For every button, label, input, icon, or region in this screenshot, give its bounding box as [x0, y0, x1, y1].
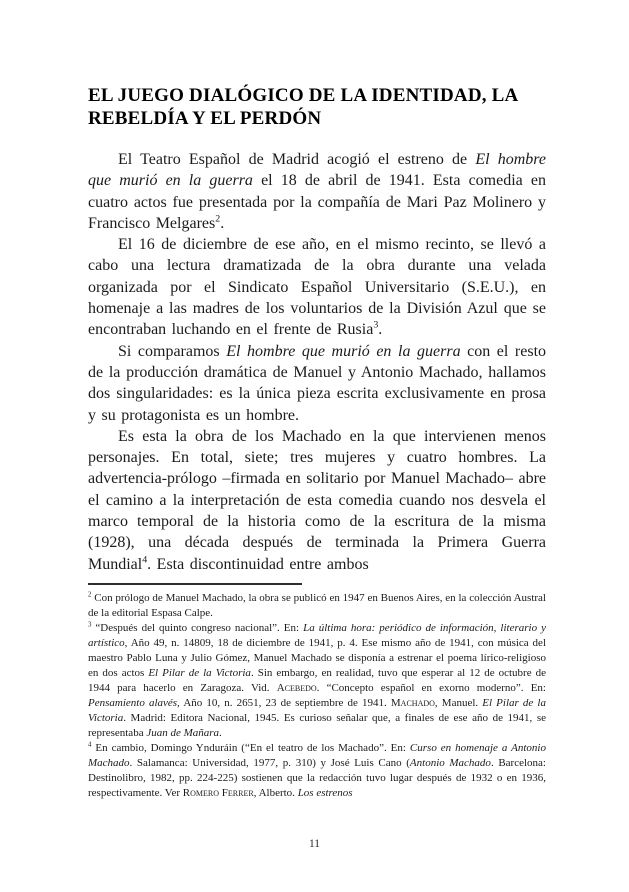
text-segment: con el resto de la producción dramática de Manuel y Antonio Machado, hallamos dos singularidades: es la única pieza escrita exclusivamente en prosa y su protagonista es un hombre.: [88, 342, 547, 424]
text-segment: . Madrid: Editora Nacional, 1945. Es curioso señalar que, a finales de ese año de 1941, se representaba: [88, 711, 546, 739]
text-segment: 3: [373, 320, 379, 332]
text-segment: Es esta la obra de los Machado en la que intervienen menos personajes. En total, siete; tres mujeres y cuatro hombres. La advertencia-prólogo –firmada en solitario por Manuel Machado– abre el camino a la interpretación de esta comedia cuando nos desvela el marco temporal de la historia como de la escritura de la misma (1928), una década después de terminada la Primera Guerra Mundial: [88, 427, 546, 573]
text-segment: El Pilar de la Victoria: [148, 666, 251, 679]
text-segment: El hombre que murió en la guerra: [88, 151, 547, 190]
text-segment: “Después del quinto congreso nacional”. En:: [91, 621, 304, 634]
text-segment: Juan de Mañara: [146, 726, 220, 739]
text-segment: . Sin embargo, en realidad, tuvo que esperar al 12 de octubre de 1944 para hacerlo en Zaragoza. Vid.: [88, 666, 546, 694]
footnote-separator: [88, 583, 302, 585]
text-segment: .: [378, 321, 383, 339]
text-segment: La última hora: periódico de información, literario y artístico: [88, 621, 546, 649]
text-segment: El Teatro Español de Madrid acogió el estreno de: [118, 151, 476, 168]
text-segment: el 18 de abril de 1941. Esta comedia en cuatro actos fue presentada por la compañía de Mari Paz Molinero y Francisco Melgares: [88, 172, 546, 232]
text-segment: .: [220, 214, 225, 232]
text-segment: 4: [142, 554, 148, 566]
text-segment: 2: [88, 591, 92, 599]
text-segment: , Año 49, n. 14809, 18 de diciembre de 1941, p. 4. Ese mismo año de 1941, con música del maestro Pablo Luna y Julio Gómez, Manuel Machado se disponía a estrenar el poema lírico-religioso en dos actos: [88, 636, 546, 679]
text-block: [88, 84, 546, 801]
text-segment: . Salamanca: Universidad, 1977, p. 310) y José Luis Cano (: [129, 756, 410, 769]
text-segment: Si comparamos: [118, 342, 227, 360]
text-segment: El 16 de diciembre de ese año, en el mismo recinto, se llevó a cabo una lectura dramatizada de la obra durante una velada organizada por el Sindicato Español Universitario (S.E.U.), en homenaje a las madres de los voluntarios de la División Azul que se encontraban luchando en el frente de Rusia: [88, 236, 546, 339]
body-text: [88, 149, 546, 575]
page-title: [88, 84, 546, 130]
paragraph-2: [88, 234, 546, 340]
text-segment: . Barcelona: Destinolibro, 1982, pp. 224-225) sostienen que la redacción tuvo lugar después de 1932 o en 1936, respectivamente. Ver: [88, 756, 546, 799]
paragraph-3: [88, 341, 546, 426]
footnote-4: [88, 741, 546, 801]
text-segment: .: [219, 726, 222, 739]
page-title-line-2: REBELDÍA Y EL PERDÓN: [88, 108, 322, 129]
footnote-2: [88, 591, 546, 621]
paragraph-4: [88, 426, 546, 575]
text-segment: Machado: [390, 696, 435, 709]
text-segment: 4: [88, 741, 92, 749]
footnote-3: [88, 621, 546, 741]
text-segment: Los estrenos: [297, 786, 353, 799]
text-segment: Curso en homenaje a Antonio Machado: [88, 741, 546, 769]
footnotes: [88, 591, 546, 801]
text-segment: , Manuel.: [434, 696, 483, 709]
text-segment: 2: [215, 213, 221, 225]
page-title-line-1: EL JUEGO DIALÓGICO DE LA IDENTIDAD, LA: [88, 85, 519, 106]
text-segment: , Alberto.: [253, 786, 298, 799]
text-segment: El hombre que murió en la guerra: [226, 342, 461, 360]
text-segment: El Pilar de la Victoria: [88, 696, 546, 724]
text-segment: Acebedo: [276, 681, 317, 694]
text-segment: . Esta discontinuidad entre ambos: [147, 555, 369, 573]
text-segment: 3: [88, 621, 92, 629]
text-segment: En cambio, Domingo Ynduráin (“En el teatro de los Machado”. En:: [91, 741, 410, 754]
paragraph-1: [88, 149, 546, 234]
text-segment: Pensamiento alavés,: [88, 696, 180, 709]
text-segment: . “Concepto español en exorno moderno”. En:: [316, 681, 546, 694]
text-segment: Antonio Machado: [409, 756, 491, 769]
text-segment: Romero Ferrer: [182, 786, 254, 799]
text-segment: Con prólogo de Manuel Machado, la obra se publicó en 1947 en Buenos Aires, en la colección Austral de la editorial Espasa Calpe.: [88, 591, 546, 619]
text-segment: Año 10, n. 2651, 23 de septiembre de 1941.: [179, 696, 391, 709]
page-number: 11: [308, 838, 321, 850]
